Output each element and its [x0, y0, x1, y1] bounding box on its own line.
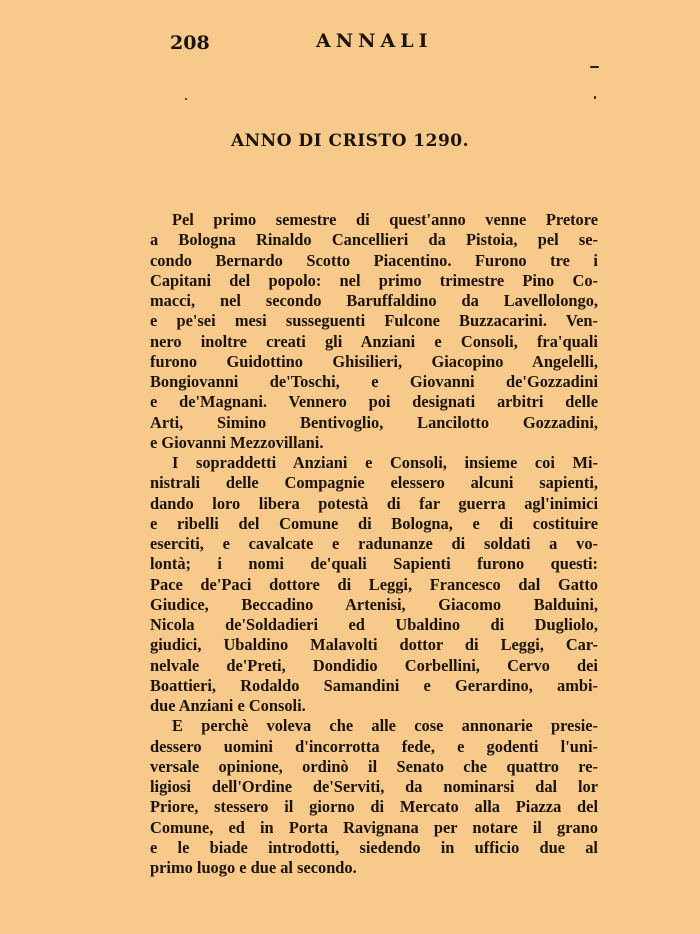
- text-line: giudici, Ubaldino Malavolti dottor di Leggi, Car-: [150, 635, 598, 655]
- page-number: 208: [170, 32, 210, 54]
- text-line: nistrali delle Compagnie elessero alcuni sapienti,: [150, 473, 598, 493]
- text-line: Bongiovanni de'Toschi, e Giovanni de'Gozzadini: [150, 372, 598, 391]
- text-line: nelvale de'Preti, Dondidio Corbellini, Cervo dei: [150, 655, 598, 675]
- text-line: nero inoltre creati gli Anziani e Consoli, fra'quali: [150, 331, 598, 351]
- text-line: Capitani del popolo: nel primo trimestre Pino Co-: [150, 270, 598, 290]
- ink-speck: [594, 96, 596, 99]
- text-line: primo luogo e due al secondo.: [150, 858, 357, 877]
- text-line: Priore, stessero il giorno di Mercato alla Piazza del: [150, 797, 598, 817]
- body-text: [150, 210, 598, 878]
- text-line: condo Bernardo Scotto Piacentino. Furono tre i: [150, 250, 598, 270]
- text-line: E perchè voleva che alle cose annonarie presie-: [172, 716, 598, 736]
- text-line: lontà; i nomi de'quali Sapienti furono questi:: [150, 554, 598, 574]
- text-line: Boattieri, Rodaldo Samandini e Gerardino, ambi-: [150, 675, 598, 695]
- text-line: versale opinione, ordinò il Senato che quattro re-: [150, 756, 598, 776]
- text-line: due Anziani e Consoli.: [150, 696, 306, 715]
- page-header: [0, 30, 700, 58]
- text-line: a Bologna Rinaldo Cancellieri da Pistoia, pel se-: [150, 230, 598, 250]
- text-line: e le biade introdotti, siedendo in ufficio due al: [150, 837, 598, 857]
- running-head: ANNALI: [316, 30, 433, 52]
- text-line: ligiosi dell'Ordine de'Serviti, da nominarsi dal lor: [150, 777, 598, 796]
- text-line: Giudice, Beccadino Artenisi, Giacomo Balduini,: [150, 594, 598, 614]
- text-line: dando loro libera potestà di far guerra agl'inimici: [150, 493, 598, 513]
- text-line: macci, nel secondo Baruffaldino da Lavellolongo,: [150, 291, 598, 310]
- ink-speck: [185, 98, 187, 100]
- text-line: I sopraddetti Anziani e Consoli, insieme coi Mi-: [172, 453, 598, 472]
- text-line: dessero uomini d'incorrotta fede, e godenti l'uni-: [150, 736, 598, 756]
- text-line: e Giovanni Mezzovillani.: [150, 432, 324, 452]
- paragraph: [150, 716, 598, 878]
- text-line: Pace de'Paci dottore di Leggi, Francesco dal Gatto: [150, 574, 598, 594]
- text-line: e ribelli del Comune di Bologna, e di costituire: [150, 513, 598, 533]
- text-line: furono Guidottino Ghisilieri, Giacopino Angelelli,: [150, 351, 598, 371]
- text-line: Pel primo semestre di quest'anno venne Pretore: [172, 210, 598, 229]
- text-line: e pe'sei mesi susseguenti Fulcone Buzzacarini. Ven-: [150, 311, 598, 331]
- paragraph: [150, 210, 598, 453]
- text-line: Nicola de'Soldadieri ed Ubaldino di Dugliolo,: [150, 615, 598, 634]
- text-line: eserciti, e cavalcate e radunanze di soldati a vo-: [150, 534, 598, 553]
- ink-mark: [590, 66, 599, 68]
- chapter-title: ANNO DI CRISTO 1290.: [230, 131, 470, 151]
- text-line: Comune, ed in Porta Ravignana per notare il grano: [150, 817, 598, 837]
- text-line: Arti, Simino Bentivoglio, Lancilotto Gozzadini,: [150, 412, 598, 432]
- paragraph: [150, 453, 598, 716]
- text-line: e de'Magnani. Vennero poi designati arbitri delle: [150, 392, 598, 412]
